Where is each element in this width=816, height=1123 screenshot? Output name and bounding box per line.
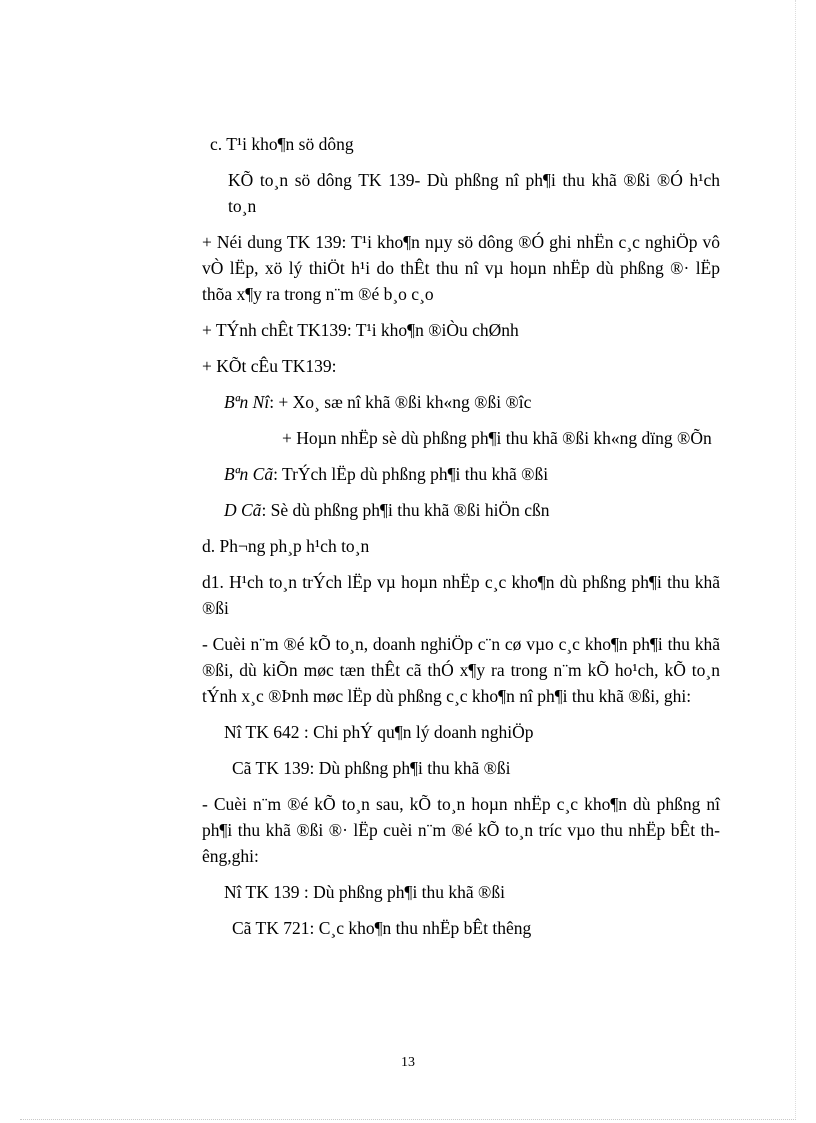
paragraph-next-year: - Cuèi n¨m ®é kÕ to¸n sau, kÕ to¸n hoµn nhËp c¸c kho¶n dù phßng nî ph¶i thu khã ®ßi ®· lËp cuèi n¨m ®é kÕ to¸n tríc vµo thu nhËp bÊt thêng,ghi: (202, 794, 720, 866)
page-border-bottom (20, 1119, 796, 1120)
page-number: 13 (401, 1055, 415, 1070)
debit-text: : + Xo¸ sæ nî khã ®ßi kh«ng ®ßi ®îc (269, 392, 532, 412)
paragraph-year-end: - Cuèi n¨m ®é kÕ to¸n, doanh nghiÖp c¨n cø vµo c¸c kho¶n ph¶i thu khã ®ßi, dù kiÕn møc tæn thÊt cã thÓ x¶y ra trong n¨m kÕ ho¹ch, kÕ to¸n tÝnh x¸c ®Þnh møc lËp dù phßng c¸c kho¶n nî ph¶i thu khã ®ßi, ghi: (202, 634, 720, 706)
credit-label: Bªn Cã (224, 464, 274, 484)
paragraph-content: + Néi dung TK 139: T¹i kho¶n nµy sö dông ®Ó ghi nhËn c¸c nghiÖp vô vÒ lËp, xö lý thiÖt h¹i do thÊt thu nî vµ hoµn nhËp dù phßng ®· lËp thõa x¶y ra trong n¨m ®é b¸o c¸o (202, 232, 720, 304)
credit-balance-label: D Cã (224, 500, 262, 520)
journal-entry-1-credit: Cã TK 139: Dù phßng ph¶i thu khã ®ßi (232, 758, 511, 778)
credit-text: : TrÝch lËp dù phßng ph¶i thu khã ®ßi (273, 464, 549, 484)
debit-side-line (202, 389, 720, 415)
credit-balance-text: : Sè dù phßng ph¶i thu khã ®ßi hiÖn cßn (261, 500, 550, 520)
subsection-heading-d1: d1. H¹ch to¸n trÝch lËp vµ hoµn nhËp c¸c kho¶n dù phßng ph¶i thu khã ®ßi (202, 572, 720, 618)
section-heading-c: c. T¹i kho¶n sö dông (210, 134, 354, 154)
paragraph-structure: + KÕt cÊu TK139: (202, 356, 337, 376)
journal-entry-1-debit: Nî TK 642 : Chi phÝ qu¶n lý doanh nghiÖp (224, 722, 534, 742)
debit-side-line-2: + Hoµn nhËp sè dù phßng ph¶i thu khã ®ßi kh«ng dïng ®Õn (282, 428, 712, 448)
section-heading-d: d. Ph¬ng ph¸p h¹ch to¸n (202, 536, 370, 556)
credit-balance-line (202, 497, 720, 523)
credit-side-line (202, 461, 720, 487)
debit-label: Bªn Nî (224, 392, 270, 412)
journal-entry-2-debit: Nî TK 139 : Dù phßng ph¶i thu khã ®ßi (224, 882, 505, 902)
paragraph-nature: + TÝnh chÊt TK139: T¹i kho¶n ®iÒu chØnh (202, 320, 519, 340)
page-border-right (795, 0, 796, 1120)
journal-entry-2-credit: Cã TK 721: C¸c kho¶n thu nhËp bÊt thêng (232, 918, 532, 938)
document-body (202, 131, 720, 941)
paragraph-tk139-usage: KÕ to¸n sö dông TK 139- Dù phßng nî ph¶i thu khã ®ßi ®Ó h¹ch to¸n (228, 170, 720, 216)
